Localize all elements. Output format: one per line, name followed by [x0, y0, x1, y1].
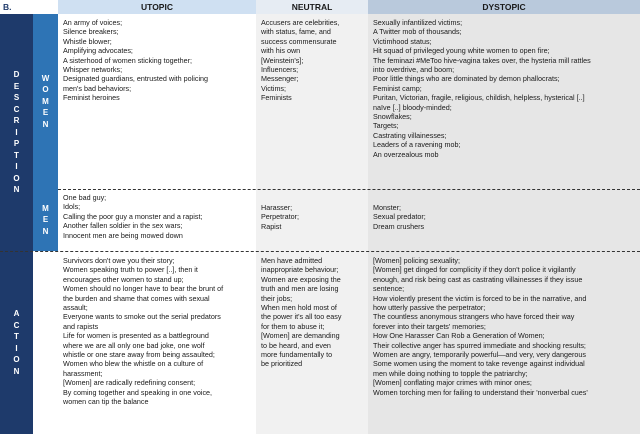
- header-utopic: UTOPIC: [58, 0, 256, 14]
- cell-line: Everyone wants to smoke out the serial predators: [63, 312, 221, 322]
- cell-line: harassment;: [63, 368, 103, 378]
- cell-line: Life for women is presented as a battleground: [63, 331, 209, 341]
- cell-line: Poor little things who are dominated by demon phallocrats;: [373, 74, 560, 84]
- cell-line: Sexually infantilized victims;: [373, 18, 463, 27]
- cell-line: into overdrive, and boom;: [373, 65, 455, 75]
- cell-line: Women torching men for failing to understand their 'nonverbal cues': [373, 387, 588, 397]
- description-label: D E S C R I P T I O N: [13, 70, 20, 195]
- cell-line: encourages other women to stand up;: [63, 274, 184, 284]
- cell-line: success commensurate: [261, 36, 337, 46]
- row-divider-description-action: [0, 251, 640, 252]
- cell-line: How One Harasser Can Rob a Generation of Women;: [373, 331, 545, 341]
- cell-line: women can tip the balance: [63, 397, 149, 407]
- cell-line: their jobs;: [261, 293, 293, 303]
- cell-line: An army of voices;: [63, 18, 123, 27]
- cell-line: men's bad behaviors;: [63, 83, 132, 93]
- cell-line: with his own: [261, 46, 301, 56]
- cell-line: Sexual predator;: [373, 212, 426, 222]
- cell-line: naïve [..] bloody-minded;: [373, 102, 452, 112]
- cell-line: Innocent men are being mowed down: [63, 230, 183, 240]
- cell-line: forever into their targets' memories;: [373, 321, 486, 331]
- men-neutral-cell: [256, 203, 368, 231]
- women-dystopic-cell: [368, 18, 640, 159]
- cell-line: Amplifying advocates;: [63, 46, 133, 56]
- cell-line: A Twitter mob of thousands;: [373, 27, 462, 37]
- cell-line: men while doing nothing to topple the patriarchy;: [373, 368, 528, 378]
- cell-line: Calling the poor guy a monster and a rapist;: [63, 211, 203, 221]
- cell-line: the burden and shame that comes with sexual: [63, 293, 210, 303]
- cell-line: be prioritized: [261, 359, 303, 369]
- cell-line: An overzealous mob: [373, 149, 439, 159]
- cell-line: Messenger;: [261, 74, 299, 84]
- cell-line: Targets;: [373, 121, 399, 131]
- cell-line: Harasser;: [261, 203, 293, 212]
- women-neutral-cell: [256, 18, 368, 103]
- cell-line: the power it's all too easy: [261, 312, 342, 322]
- cell-line: Survivors don't owe you their story;: [63, 256, 175, 265]
- cell-line: enough, and risk being cast as castrating villainesses if they issue: [373, 274, 583, 284]
- cell-line: assault;: [63, 303, 88, 313]
- cell-line: Whisper networks;: [63, 65, 123, 75]
- cell-line: Leaders of a ravening mob;: [373, 140, 461, 150]
- cell-line: Women speaking truth to power [..], then it: [63, 265, 198, 275]
- cell-line: Another fallen soldier in the sex wars;: [63, 221, 183, 231]
- cell-line: [Weinstein's];: [261, 55, 304, 65]
- action-label: A C T I O N: [13, 309, 20, 376]
- cell-line: The countless anonymous strangers who have forced their way: [373, 312, 575, 322]
- cell-line: Men have admitted: [261, 256, 323, 265]
- header-neutral: NEUTRAL: [256, 0, 368, 14]
- women-utopic-cell: [58, 18, 256, 103]
- cell-line: whistle or one stare away from being assaulted;: [63, 350, 215, 360]
- cell-line: Women should no longer have to bear the brunt of: [63, 284, 224, 294]
- cell-line: truth and men are losing: [261, 284, 339, 294]
- cell-line: Puritan, Victorian, fragile, religious, childish, helpless, hysterical [..]: [373, 93, 585, 103]
- cell-line: more fundamentally to: [261, 350, 333, 360]
- cell-line: to be heard, and even: [261, 340, 331, 350]
- cell-line: Perpetrator;: [261, 212, 299, 222]
- row-group-description: [0, 14, 33, 251]
- row-divider-women-men: [58, 189, 640, 190]
- cell-line: Rapist: [261, 221, 282, 231]
- cell-line: Feminists: [261, 93, 292, 103]
- section-label: B.: [0, 0, 58, 14]
- cell-line: with status, fame, and: [261, 27, 331, 37]
- row-women: [33, 14, 58, 189]
- cell-line: [Women] get dinged for complicity if they don't police it vigilantly: [373, 265, 576, 275]
- cell-line: Idols;: [63, 202, 81, 212]
- cell-line: Snowflakes;: [373, 112, 412, 122]
- cell-line: for them to abuse it;: [261, 321, 325, 331]
- cell-line: Hit squad of privileged young white women to open fire;: [373, 46, 550, 56]
- cell-line: Monster;: [373, 203, 401, 212]
- cell-line: Some women using the moment to take revenge against individual: [373, 359, 585, 369]
- women-label: W O M E N: [41, 73, 50, 129]
- cell-line: How violently present the victim is forced to be in the narrative, and: [373, 293, 587, 303]
- cell-line: Whistle blower;: [63, 36, 112, 46]
- cell-line: inappropriate behaviour;: [261, 265, 339, 275]
- cell-line: Accusers are celebrities,: [261, 18, 340, 27]
- header-dystopic: DYSTOPIC: [368, 0, 640, 14]
- cell-line: Women are exposing the: [261, 274, 341, 284]
- cell-line: where we are all only one bad joke, one wolf: [63, 340, 205, 350]
- cell-line: Feminist camp;: [373, 83, 422, 93]
- cell-line: and rapists: [63, 321, 99, 331]
- cell-line: Their collective anger has spurred immediate and shocking results;: [373, 340, 586, 350]
- cell-line: Castrating villainesses;: [373, 130, 447, 140]
- cell-line: The feminazi #MeToo hive-vagina takes over, the hysteria mill rattles: [373, 55, 591, 65]
- row-group-action: [0, 251, 33, 434]
- cell-line: [Women] conflating major crimes with minor ones;: [373, 378, 532, 388]
- cell-line: Feminist heroines: [63, 93, 120, 103]
- cell-line: A sisterhood of women sticking together;: [63, 55, 193, 65]
- cell-line: [Women] policing sexuality;: [373, 256, 460, 265]
- cell-line: Dream crushers: [373, 221, 425, 231]
- cell-line: By coming together and speaking in one voice,: [63, 387, 213, 397]
- cell-line: Victims;: [261, 83, 287, 93]
- cell-line: Silence breakers;: [63, 27, 119, 37]
- men-label: M E N: [42, 203, 49, 236]
- action-neutral-cell: [256, 256, 368, 369]
- cell-line: When men hold most of: [261, 303, 337, 313]
- cell-line: Designated guardians, entrusted with policing: [63, 74, 209, 84]
- action-utopic-cell: [58, 256, 256, 407]
- men-utopic-cell: [58, 193, 256, 240]
- action-dystopic-cell: [368, 256, 640, 397]
- cell-line: One bad guy;: [63, 193, 107, 202]
- men-dystopic-cell: [368, 203, 640, 231]
- cell-line: sentence;: [373, 284, 405, 294]
- cell-line: [Women] are demanding: [261, 331, 340, 341]
- cell-line: Influencers;: [261, 65, 299, 75]
- row-men: [33, 189, 58, 251]
- cell-line: Victimhood status;: [373, 36, 432, 46]
- cell-line: Women who blew the whistle on a culture of: [63, 359, 204, 369]
- cell-line: Women are angry, temporarily powerful—and very, very dangerous: [373, 350, 586, 360]
- cell-line: [Women] are radically redefining consent;: [63, 378, 196, 388]
- cell-line: how utterly passive the perpetrator;: [373, 303, 486, 313]
